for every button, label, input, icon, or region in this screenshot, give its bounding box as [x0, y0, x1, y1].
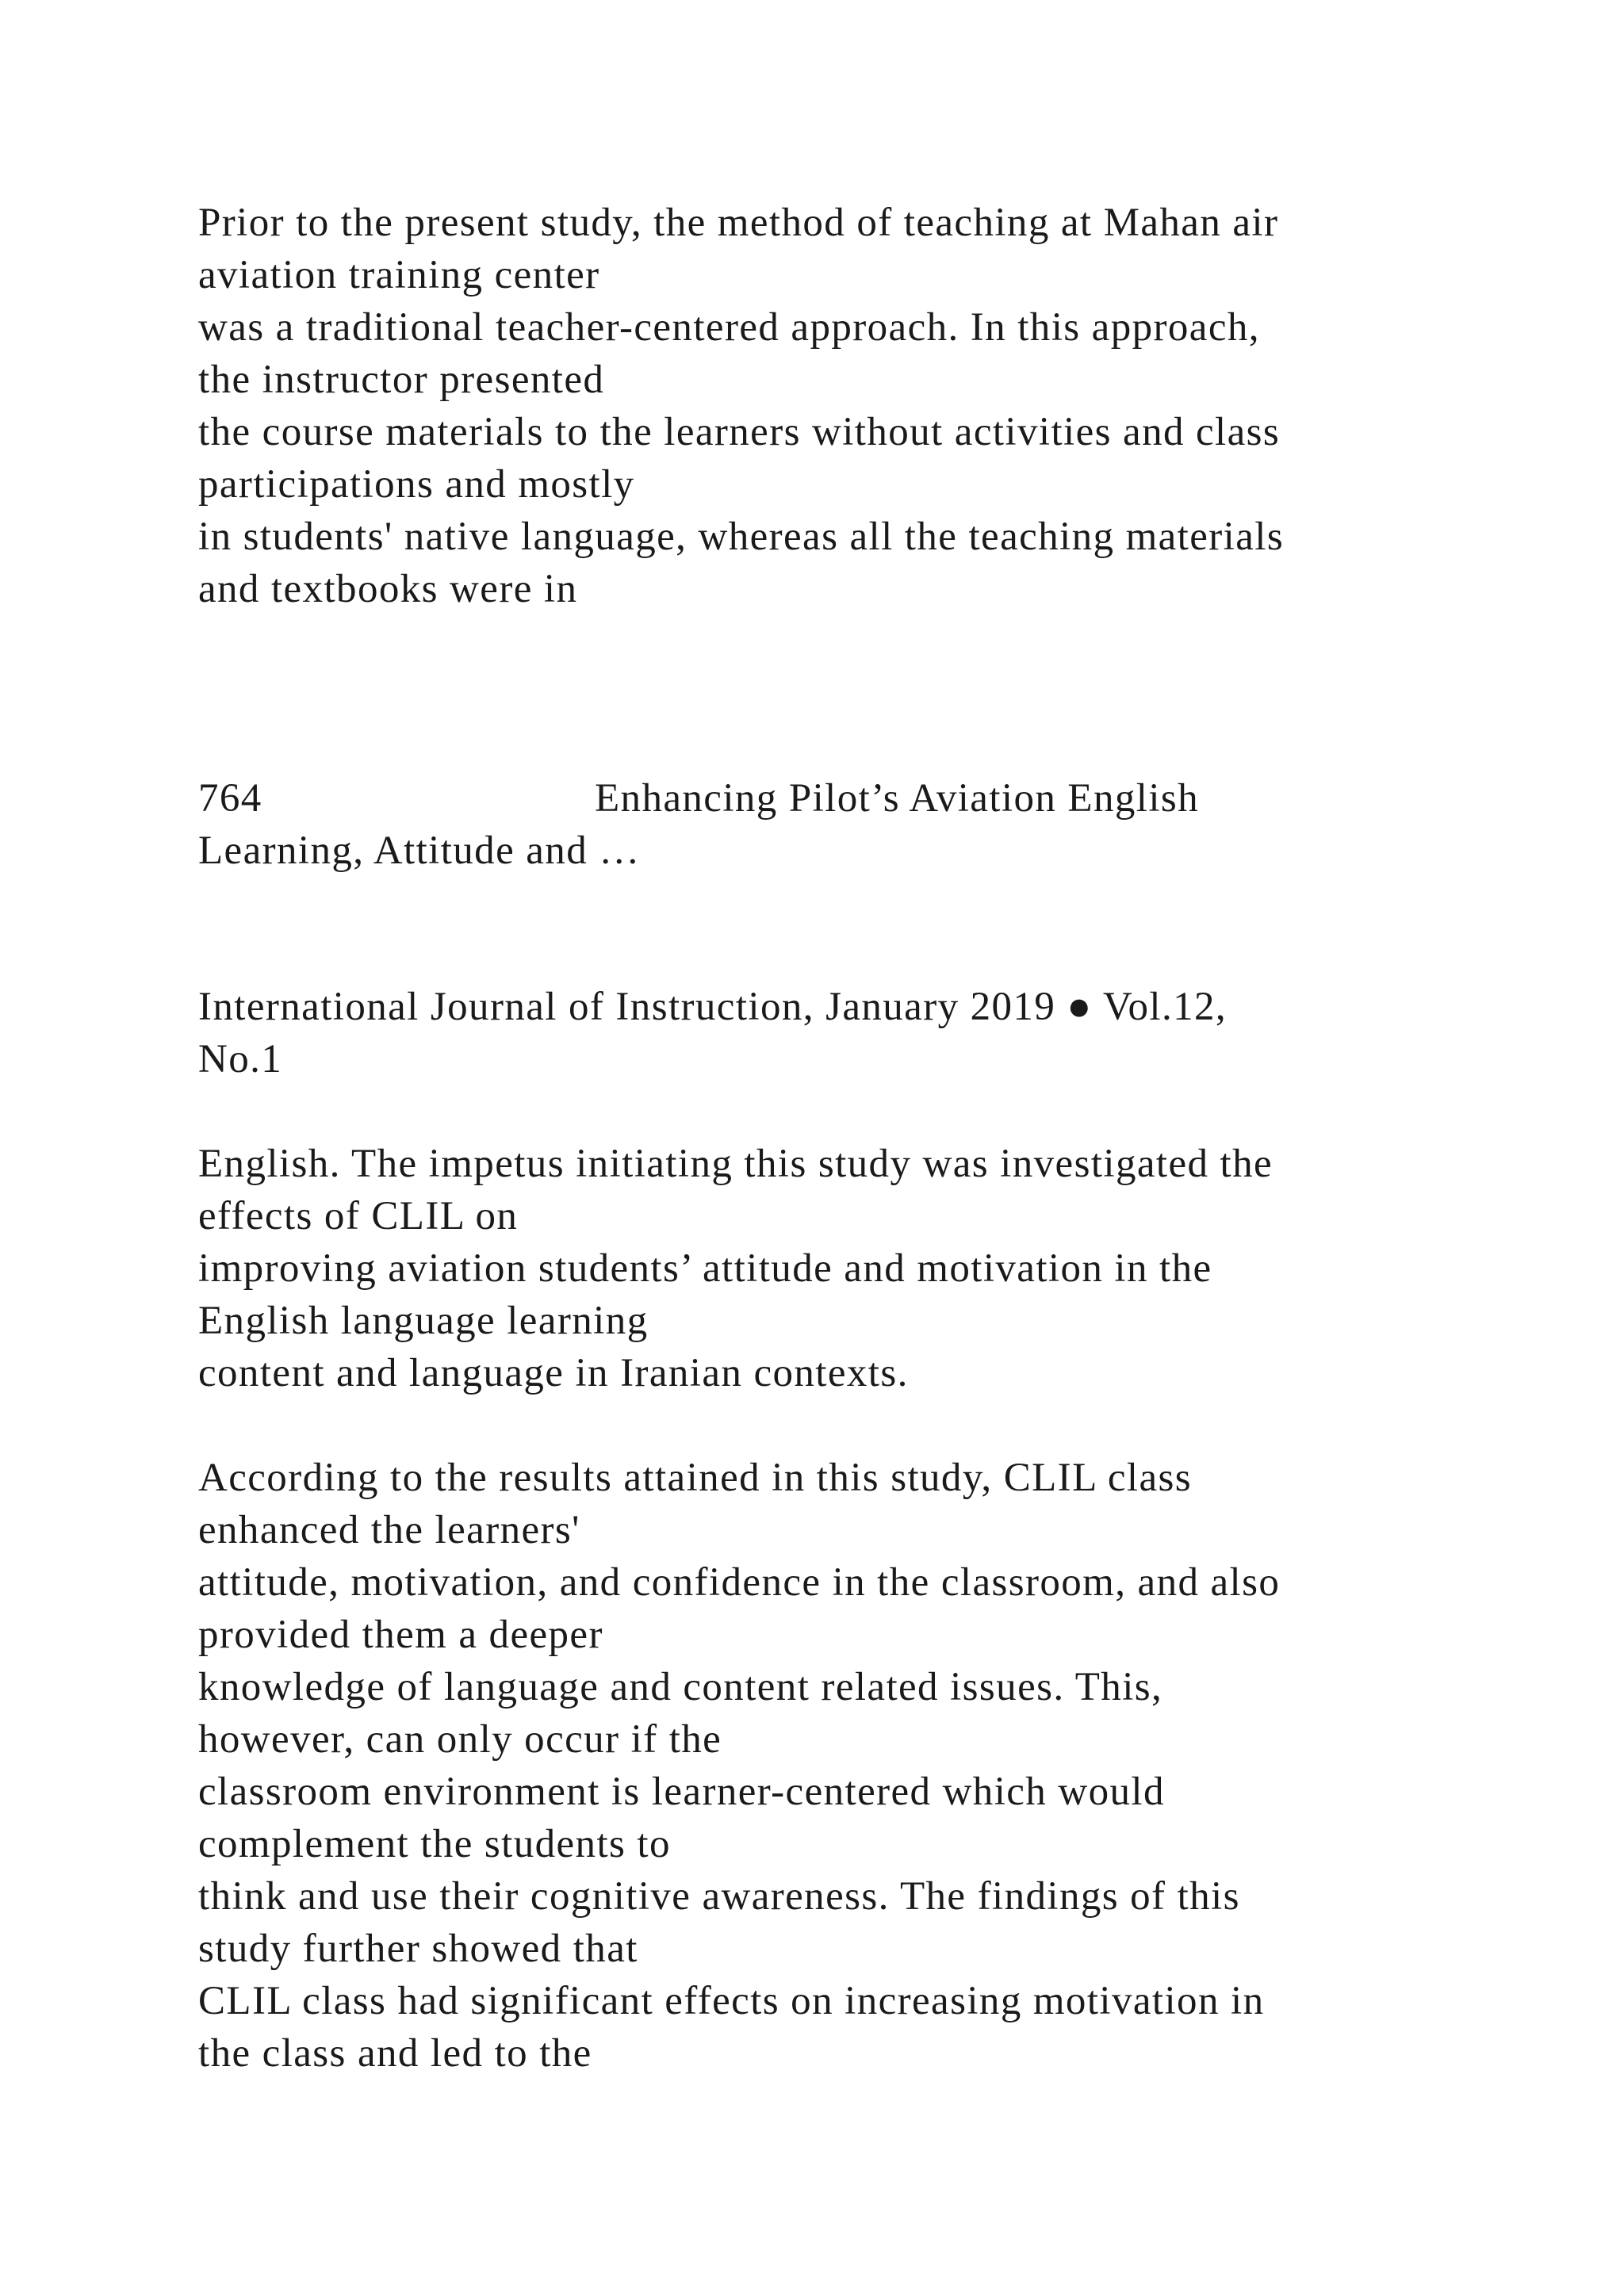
paragraph-line: enhanced the learners' [198, 1508, 580, 1552]
paragraph-line: the class and led to the [198, 2031, 592, 2076]
paragraph-line: attitude, motivation, and confidence in the classroom, and also [198, 1560, 1281, 1605]
paragraph-line: the instructor presented [198, 358, 605, 402]
paragraph-line: CLIL class had significant effects on increasing motivation in [198, 1979, 1265, 2023]
paragraph-line: provided them a deeper [198, 1613, 603, 1657]
paragraph-line: in students' native language, whereas all the teaching materials [198, 515, 1285, 559]
paragraph-line: classroom environment is learner-centered which would [198, 1770, 1165, 1814]
paragraph-line: was a traditional teacher-centered approach. In this approach, [198, 305, 1260, 350]
paragraph-line: English. The impetus initiating this study was investigated the [198, 1142, 1274, 1186]
paragraph-line: and textbooks were in [198, 567, 578, 611]
paragraph-line: complement the students to [198, 1822, 671, 1866]
paragraph-line: think and use their cognitive awareness. The findings of this [198, 1874, 1240, 1919]
paragraph-line: aviation training center [198, 253, 600, 297]
paragraph-line: English language learning [198, 1299, 649, 1343]
running-title-continuation: Learning, Attitude and … [198, 828, 641, 873]
paragraph-line: the course materials to the learners without activities and class [198, 410, 1281, 454]
journal-citation-line: No.1 [198, 1037, 283, 1081]
paragraph-line: study further showed that [198, 1927, 638, 1971]
paragraph-line: According to the results attained in this study, CLIL class [198, 1456, 1193, 1500]
page-number: 764 [198, 776, 262, 821]
paragraph-line: participations and mostly [198, 462, 635, 507]
paragraph-line: content and language in Iranian contexts. [198, 1351, 909, 1395]
paragraph-line: improving aviation students’ attitude and motivation in the [198, 1246, 1212, 1291]
paragraph-line: however, can only occur if the [198, 1717, 722, 1762]
running-title: Enhancing Pilot’s Aviation English [595, 776, 1200, 821]
paragraph-line: Prior to the present study, the method of teaching at Mahan air [198, 201, 1279, 245]
paragraph-line: effects of CLIL on [198, 1194, 519, 1238]
paragraph-line: knowledge of language and content related issues. This, [198, 1665, 1163, 1709]
journal-citation-line: International Journal of Instruction, January 2019 ● Vol.12, [198, 985, 1228, 1029]
